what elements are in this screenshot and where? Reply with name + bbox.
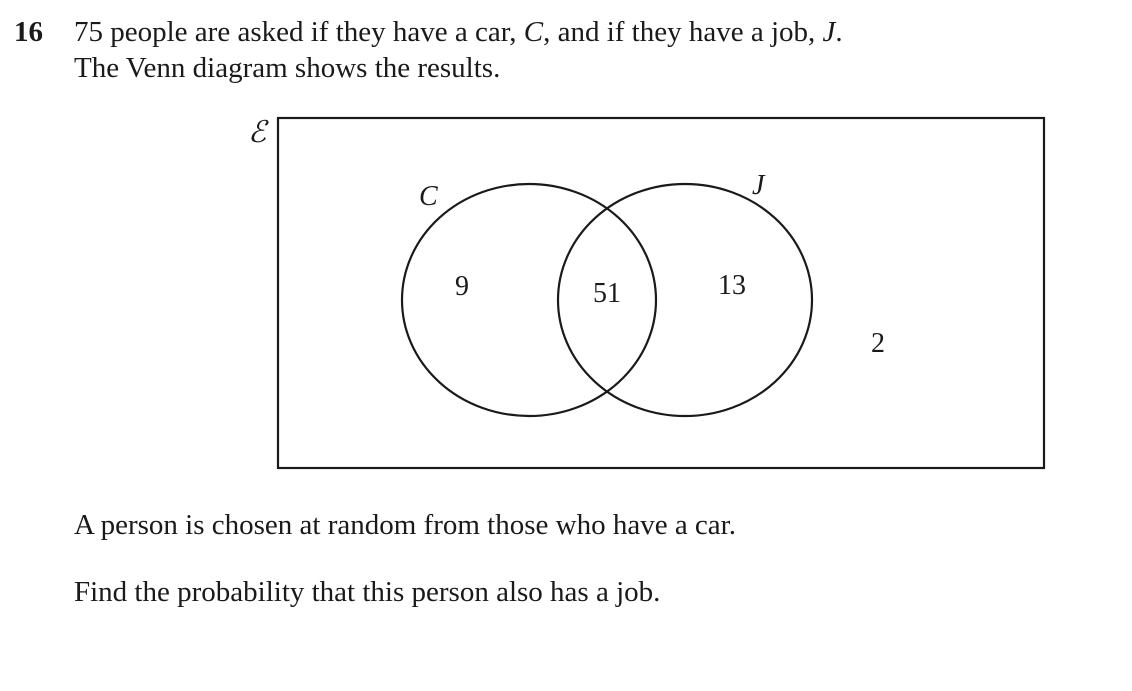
question-task-text: Find the probability that this person also has a job. xyxy=(74,576,661,608)
set-c-label: C xyxy=(419,181,438,212)
set-j-symbol: J xyxy=(822,16,836,48)
region-neither-value: 2 xyxy=(871,328,885,359)
region-intersection-value: 51 xyxy=(593,278,621,309)
set-j-label: J xyxy=(752,170,765,201)
universal-set-symbol: ℰ xyxy=(248,115,267,150)
universal-set-rectangle xyxy=(278,118,1044,468)
stem-text-end: . xyxy=(835,16,843,48)
set-c-symbol: C xyxy=(523,16,544,48)
region-only-c-value: 9 xyxy=(455,271,469,302)
question-stem-line-2: The Venn diagram shows the results. xyxy=(74,52,501,84)
stem-text-start: 75 people are asked if they have a car, xyxy=(74,16,524,48)
region-only-j-value: 13 xyxy=(718,270,746,301)
question-number: 16 xyxy=(14,16,43,48)
stem-text-middle: , and if they have a job, xyxy=(543,16,823,48)
question-part-text: A person is chosen at random from those who have a car. xyxy=(74,509,736,541)
